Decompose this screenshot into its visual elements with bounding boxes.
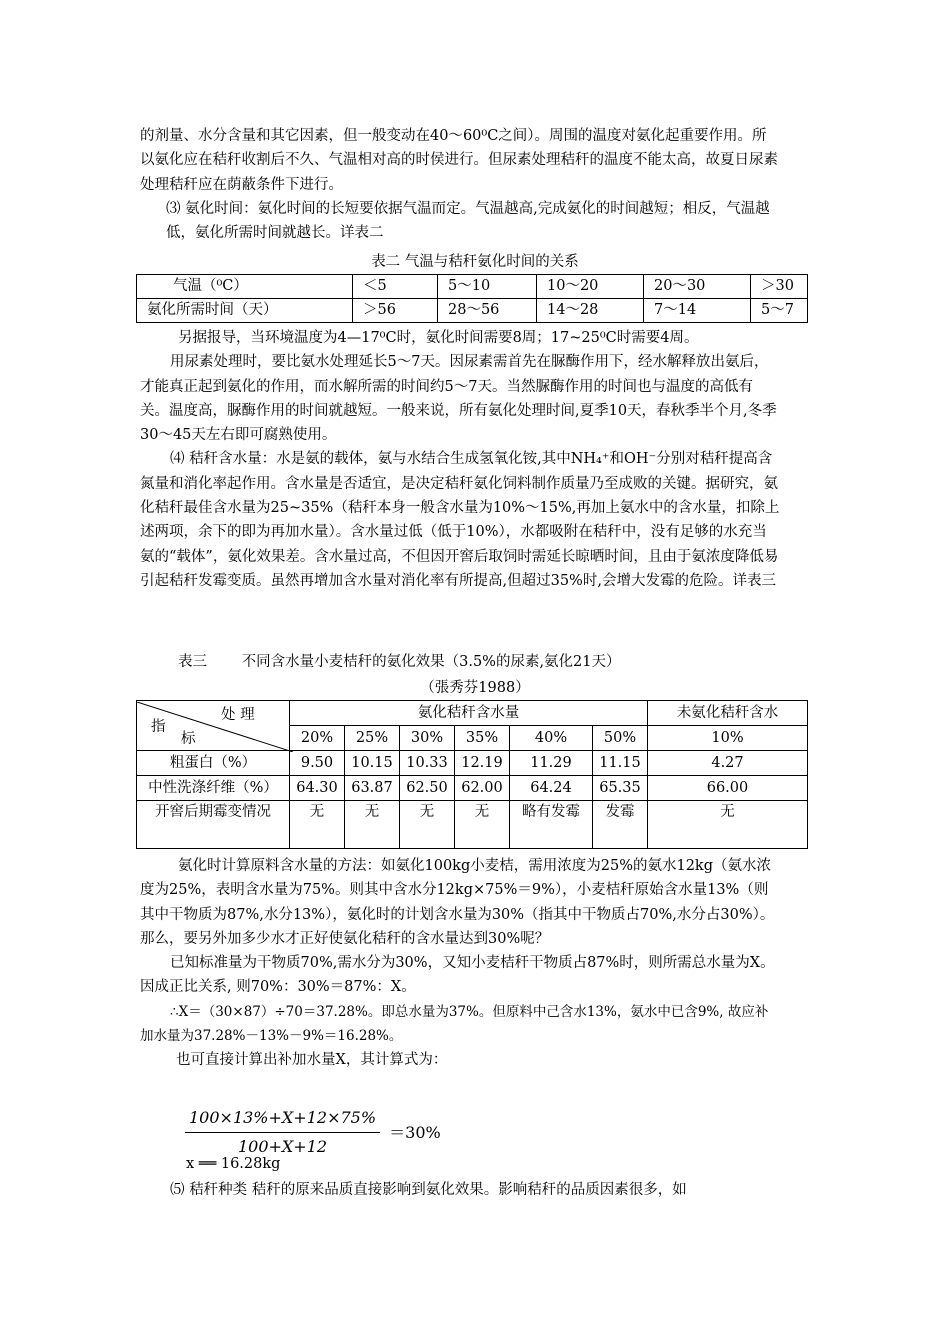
result-line: x ══ 16.28kg [186, 1156, 281, 1172]
table3-corner-cell [137, 701, 290, 751]
paragraph-total-water: ∴X＝（30×87）÷70＝37.28%。即总水量为37%。但原料中己含水13%，氨水中已含9%, 故应补加水量为37.28%－13%－9%＝16.28%。 [140, 1003, 769, 1045]
corner-bottom-label: 标 [181, 730, 196, 747]
paragraph-ammoniation-time: ⑶ 氨化时间：氨化时间的长短要依据气温而定。气温越高,完成氨化的时间越短；相反，气温越低，氨化所需时间就越长。详表二 [166, 200, 770, 242]
table2-cell: 28～56 [438, 299, 537, 323]
formula-rhs: ＝30% [389, 1122, 441, 1142]
corner-top-label: 处 理 [221, 706, 255, 723]
table-row [137, 751, 808, 776]
table2-cell: 5～7 [751, 299, 808, 323]
table3-caption-label: 表三 [178, 654, 207, 670]
moisture-level: 40% [510, 726, 593, 751]
moisture-level: 25% [345, 726, 400, 751]
table3 [136, 700, 808, 849]
table-cell: 66.00 [648, 776, 808, 801]
table-cell: 无 [345, 801, 400, 849]
table-cell: 无 [290, 801, 345, 849]
moisture-level: 10% [648, 726, 808, 751]
table-cell: 发霉 [593, 801, 648, 849]
table3-caption-title: 不同含水量小麦桔秆的氨化效果（3.5%的尿素,氨化21天） [241, 654, 621, 670]
paragraph-report: 另据报导，当环境温度为4—17⁰C时，氨化时间需要8周；17~25⁰C时需要4周。 [178, 330, 699, 346]
paragraph-urea: 用尿素处理时，要比氨水处理延长5～7天。因尿素需首先在脲酶作用下，经水解释放出氨后，才能真正起到氨化的作用，而水解所需的时间约5～7天。当然脲酶作用的时间也与温度的高低有关。温度高，脲酶作用的时间就越短。一般来说，所有氨化处理时间,夏季10天，春秋季半个月,冬季30～45天左右即可腐熟使用。 [140, 354, 777, 444]
table-cell: 无 [648, 801, 808, 849]
moisture-level: 30% [400, 726, 455, 751]
paragraph-straw-type: ⑸ 秸秆种类 秸秆的原来品质直接影响到氨化效果。影响秸秆的品质因素很多，如 [170, 1182, 687, 1198]
calculation-section [140, 854, 780, 1073]
table-cell: 无 [400, 801, 455, 849]
middle-section [140, 326, 780, 593]
table-cell: 63.87 [345, 776, 400, 801]
table-row [137, 776, 808, 801]
table2-cell: 14～28 [537, 299, 644, 323]
table2-cell: ＞56 [353, 299, 438, 323]
row-label: 开窖后期霉变情况 [137, 801, 290, 849]
table-cell: 10.15 [345, 751, 400, 776]
paragraph-method: 氨化时计算原料含水量的方法：如氨化100kg小麦桔，需用浓度为25%的氨水12kg（氨水浓度为25%，表明含水量为75%。则其中含水分12kg×75%＝9%），小麦桔秆原始含水量13%（则其中干物质为87%,水分13%），氨化时的计划含水量为30%（指其中干物质占70%,水分占30%）。那么，要另外加多少水才正好使氨化秸秆的含水量达到30%呢？ [140, 858, 775, 947]
moisture-level: 35% [455, 726, 510, 751]
formula-denominator: 100+X+12 [237, 1137, 328, 1157]
moisture-level: 50% [593, 726, 648, 751]
table-cell: 62.50 [400, 776, 455, 801]
formula-numerator: 100×13%+X+12×75% [185, 1106, 380, 1133]
row-label: 粗蛋白（%） [137, 751, 290, 776]
intro-section [140, 124, 780, 245]
table2-cell: ＜5 [353, 275, 438, 299]
table2-cell: 5～10 [438, 275, 537, 299]
table-cell: 9.50 [290, 751, 345, 776]
table-cell: 64.30 [290, 776, 345, 801]
paragraph-moisture: ⑷ 秸秆含水量：水是氨的载体，氨与水结合生成氢氧化铵,其中NH₄⁺和OH⁻分别对秸秆提高含氮量和消化率起作用。含水量是否适宜，是决定秸秆氨化饲料制作质量乃至成败的关键。据研究，氨化秸秆最佳含水量为25~35%（秸秆本身一般含水量为10%～15%,再加上氨水中的含水量，扣除上述两项，余下的即为再加水量）。含水量过低（低于10%），水都吸附在秸秆中，没有足够的水充当氨的“载体”，氨化效果差。含水量过高，不但因开窖后取饲时需延长晾晒时间，且由于氨浓度降低易引起秸秆发霉变质。虽然再增加含水量对消化率有所提高,但超过35%时,会增大发霉的危险。详表三 [140, 451, 780, 589]
table-cell: 无 [455, 801, 510, 849]
table-row [137, 801, 808, 849]
row-label: 中性洗涤纤维（%） [137, 776, 290, 801]
paragraph-direct-calc: 也可直接计算出补加水量X，其计算式为： [176, 1052, 448, 1069]
table-cell: 64.24 [510, 776, 593, 801]
paragraph-proportion: 已知标准量为干物质70%,需水分为30%，又知小麦桔秆干物质占87%时，则所需总水量为X。因成正比关系, 则70%：30%＝87%：X。 [140, 955, 775, 996]
table3-caption [178, 650, 778, 674]
table2-cell: 20～30 [644, 275, 751, 299]
table-cell: 略有发霉 [510, 801, 593, 849]
table2 [136, 274, 808, 323]
group-header: 氨化秸秆含水量 [290, 701, 648, 726]
table-cell: 4.27 [648, 751, 808, 776]
table2-row-label: 氨化所需时间（天） [137, 299, 353, 323]
untreated-header: 未氨化秸秆含水 [648, 701, 808, 726]
table-cell: 11.29 [510, 751, 593, 776]
paragraph-temperature: 的剂量、水分含量和其它因素，但一般变动在40～60⁰C之间）。周围的温度对氨化起重要作用。所以氨化应在秸秆收割后不久、气温相对高的时侯进行。但尿素处理秸秆的温度不能太高，故夏日尿素处理秸秆应在荫蔽条件下进行。 [140, 128, 778, 193]
table2-caption: 表二 气温与秸秆氨化时间的关系 [371, 254, 579, 270]
table-cell: 12.19 [455, 751, 510, 776]
moisture-level: 20% [290, 726, 345, 751]
table-cell: 11.15 [593, 751, 648, 776]
corner-left-label: 指 [151, 718, 166, 735]
table3-source: （張秀芬1988） [420, 680, 530, 696]
table-cell: 62.00 [455, 776, 510, 801]
table2-cell: 7～14 [644, 299, 751, 323]
table-cell: 10.33 [400, 751, 455, 776]
table-cell: 65.35 [593, 776, 648, 801]
table2-header-label: 气温（⁰C） [137, 275, 353, 299]
table2-cell: ＞30 [751, 275, 808, 299]
table2-cell: 10～20 [537, 275, 644, 299]
